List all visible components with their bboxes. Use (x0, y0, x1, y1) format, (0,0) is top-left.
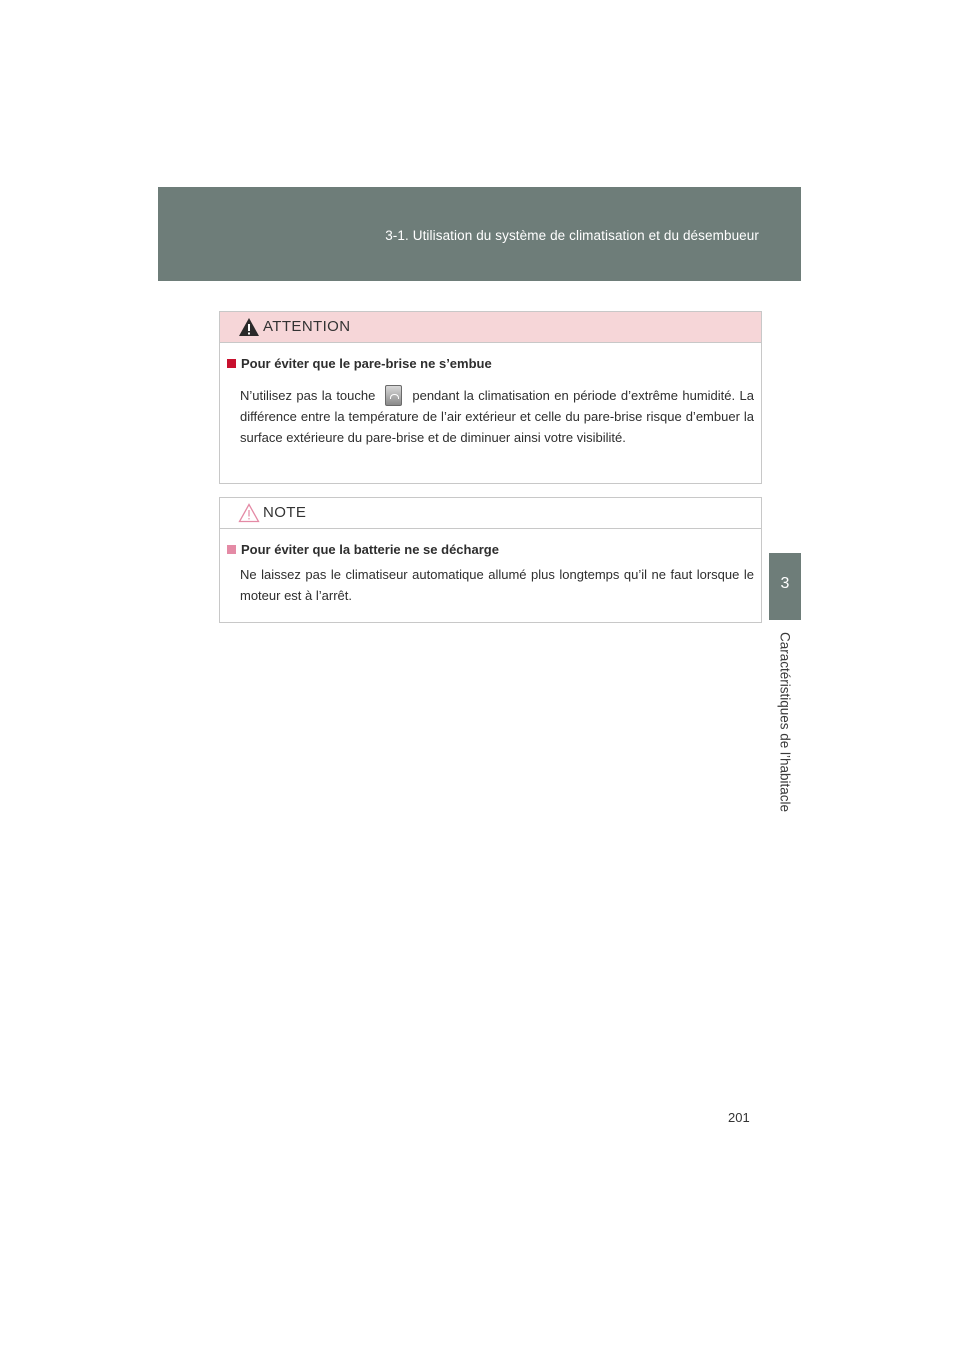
bullet-square-icon (227, 359, 236, 368)
warning-triangle-icon (238, 317, 260, 337)
attention-box (219, 311, 762, 484)
attention-text-before: N’utilisez pas la touche (240, 388, 376, 403)
attention-header (220, 312, 761, 343)
attention-item-title (227, 356, 492, 371)
note-body: Ne laissez pas le climatiseur automatique allumé plus longtemps qu’il ne faut lorsque le moteur est à l’arrêt. (240, 567, 754, 603)
bullet-square-icon (227, 545, 236, 554)
page-number: 201 (728, 1110, 750, 1125)
note-item-title (227, 542, 499, 557)
attention-item-title-text: Pour éviter que le pare-brise ne s’embue (241, 356, 492, 371)
attention-label: ATTENTION (263, 318, 351, 335)
windshield-defogger-icon (385, 385, 402, 406)
chapter-number: 3 (780, 575, 790, 592)
header-band (158, 187, 801, 281)
caution-triangle-icon (238, 503, 260, 523)
chapter-label: Caractéristiques de l’habitacle (777, 631, 793, 813)
note-label: NOTE (263, 504, 307, 521)
note-header (220, 498, 761, 529)
attention-text-after: pendant la climatisation en période d’extrême humidité. La différence entre la température de l’air extérieur et celle du pare-brise risque d’embuer la surface extérieure du pare-brise et de diminuer ainsi votre visibilité. (240, 388, 754, 445)
section-title: 3-1. Utilisation du système de climatisation et du désembueur (385, 228, 759, 243)
attention-body (240, 385, 754, 448)
note-box (219, 497, 762, 623)
chapter-tab (769, 553, 801, 620)
note-item-title-text: Pour éviter que la batterie ne se décharge (241, 542, 499, 557)
